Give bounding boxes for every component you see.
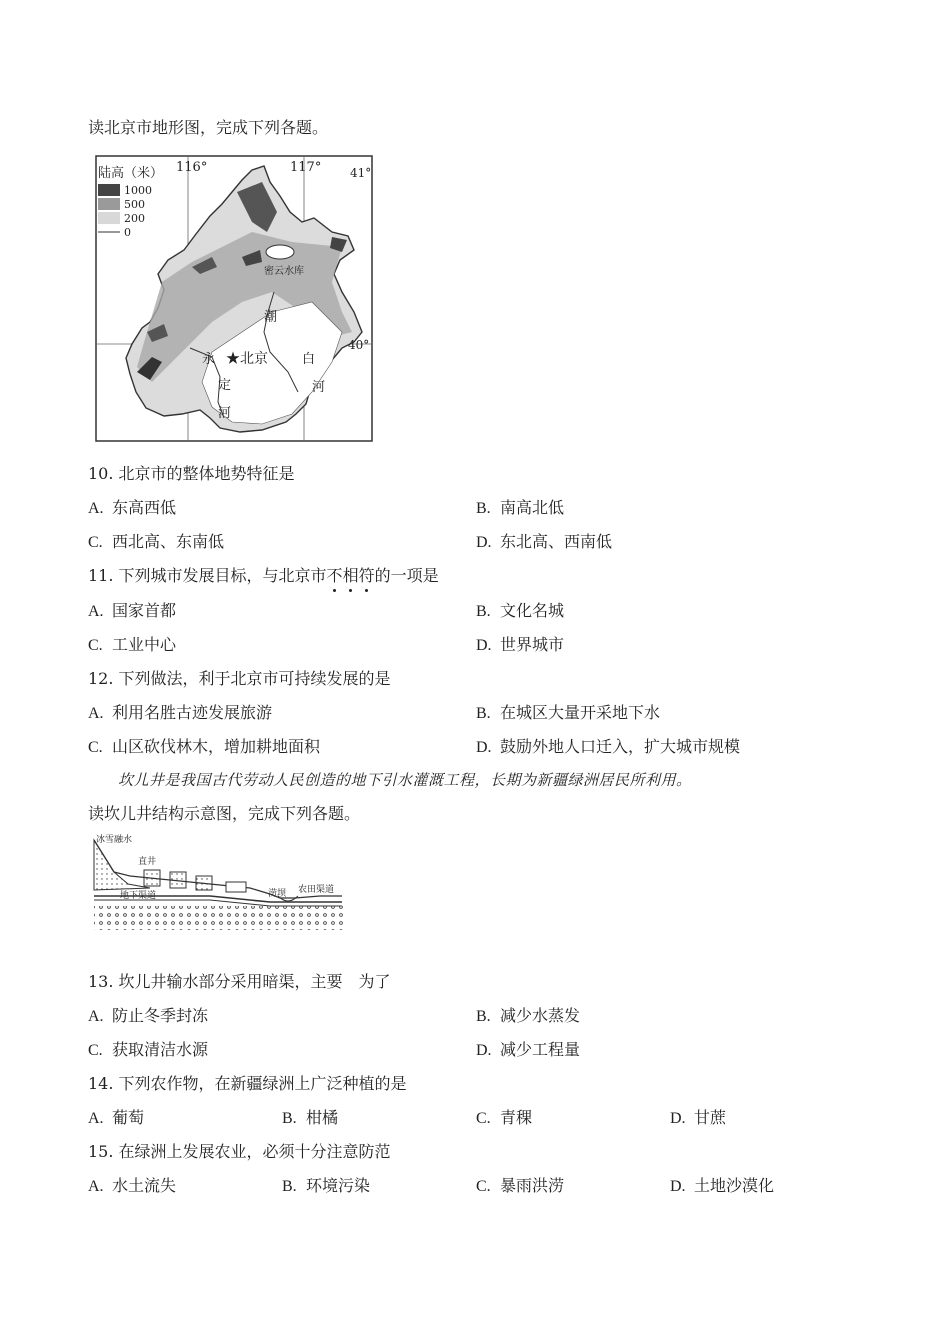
- underground-channel-label: 地下渠道: [120, 891, 157, 901]
- legend-title: 陆高（米）: [98, 166, 164, 181]
- q10-option-b[interactable]: B. 南高北低: [476, 498, 565, 517]
- q10-option-d[interactable]: D. 东北高、西南低: [476, 532, 613, 551]
- lon-116: 116°: [176, 160, 208, 175]
- chao-label: 潮: [264, 310, 278, 325]
- q10-option-a[interactable]: A. 东高西低: [88, 498, 177, 517]
- karez-paragraph: 坎儿井是我国古代劳动人民创造的地下引水灌溉工程，长期为新疆绿洲居民所利用。: [118, 771, 692, 789]
- q11-option-a[interactable]: A. 国家首都: [88, 601, 177, 620]
- q10-option-c[interactable]: C. 西北高、东南低: [88, 532, 225, 551]
- legend-500: 500: [124, 198, 145, 211]
- q13-option-b[interactable]: B. 减少水蒸发: [476, 1006, 581, 1025]
- lon-117: 117°: [290, 160, 322, 175]
- bai-label: 白: [302, 352, 316, 367]
- q11-stem: 11. 下列城市发展目标，与北京市不相符的一项是: [88, 566, 439, 585]
- q13-stem: 13. 坎儿井输水部分采用暗渠，主要 为了: [88, 972, 391, 991]
- beijing-topographic-map: [92, 152, 377, 447]
- ding-label: 定: [218, 378, 232, 393]
- q15-option-a[interactable]: A. 水土流失: [88, 1176, 177, 1195]
- q15-option-d[interactable]: D. 土地沙漠化: [670, 1176, 775, 1195]
- q14-stem: 14. 下列农作物，在新疆绿洲上广泛种植的是: [88, 1074, 407, 1093]
- q15-stem: 15. 在绿洲上发展农业，必须十分注意防范: [88, 1142, 391, 1161]
- q15-option-c[interactable]: C. 暴雨洪涝: [476, 1176, 565, 1195]
- karez-structure-diagram: [90, 832, 348, 932]
- yong-label: 永: [202, 352, 216, 367]
- q10-stem: 10. 北京市的整体地势特征是: [88, 464, 295, 483]
- dam-label: 涝坝: [268, 889, 287, 899]
- q12-option-b[interactable]: B. 在城区大量开采地下水: [476, 703, 661, 722]
- miyun-reservoir-label: 密云水库: [264, 266, 304, 277]
- vertical-shaft-label: 直井: [138, 857, 157, 867]
- q14-option-d[interactable]: D. 甘蔗: [670, 1108, 727, 1127]
- he-left-label: 河: [218, 406, 232, 421]
- q12-option-a[interactable]: A. 利用名胜古迹发展旅游: [88, 703, 273, 722]
- karez-intro: 读坎儿井结构示意图，完成下列各题。: [88, 804, 361, 823]
- legend-0: 0: [124, 226, 131, 239]
- q12-stem: 12. 下列做法，利于北京市可持续发展的是: [88, 669, 391, 688]
- q13-option-a[interactable]: A. 防止冬季封冻: [88, 1006, 209, 1025]
- q11-option-d[interactable]: D. 世界城市: [476, 635, 565, 654]
- q15-option-b[interactable]: B. 环境污染: [282, 1176, 371, 1195]
- map-intro: 读北京市地形图，完成下列各题。: [88, 118, 329, 137]
- q12-option-c[interactable]: C. 山区砍伐林木，增加耕地面积: [88, 737, 321, 756]
- snowmelt-label: 冰雪融水: [96, 835, 133, 845]
- q12-option-d[interactable]: D. 鼓励外地人口迁入，扩大城市规模: [476, 737, 741, 756]
- lat-41: 41°: [350, 166, 372, 180]
- q11-option-b[interactable]: B. 文化名城: [476, 601, 565, 620]
- q13-option-c[interactable]: C. 获取清洁水源: [88, 1040, 209, 1059]
- lat-40: 40°: [348, 338, 370, 352]
- field-channel-label: 农田渠道: [298, 885, 335, 895]
- q11-option-c[interactable]: C. 工业中心: [88, 635, 177, 654]
- q13-option-d[interactable]: D. 减少工程量: [476, 1040, 581, 1059]
- beijing-label: ★北京: [226, 351, 268, 367]
- q14-option-a[interactable]: A. 葡萄: [88, 1108, 145, 1127]
- he-right-label: 河: [312, 380, 326, 395]
- q14-option-b[interactable]: B. 柑橘: [282, 1108, 339, 1127]
- legend-200: 200: [124, 212, 145, 225]
- q14-option-c[interactable]: C. 青稞: [476, 1108, 533, 1127]
- legend-1000: 1000: [124, 184, 152, 197]
